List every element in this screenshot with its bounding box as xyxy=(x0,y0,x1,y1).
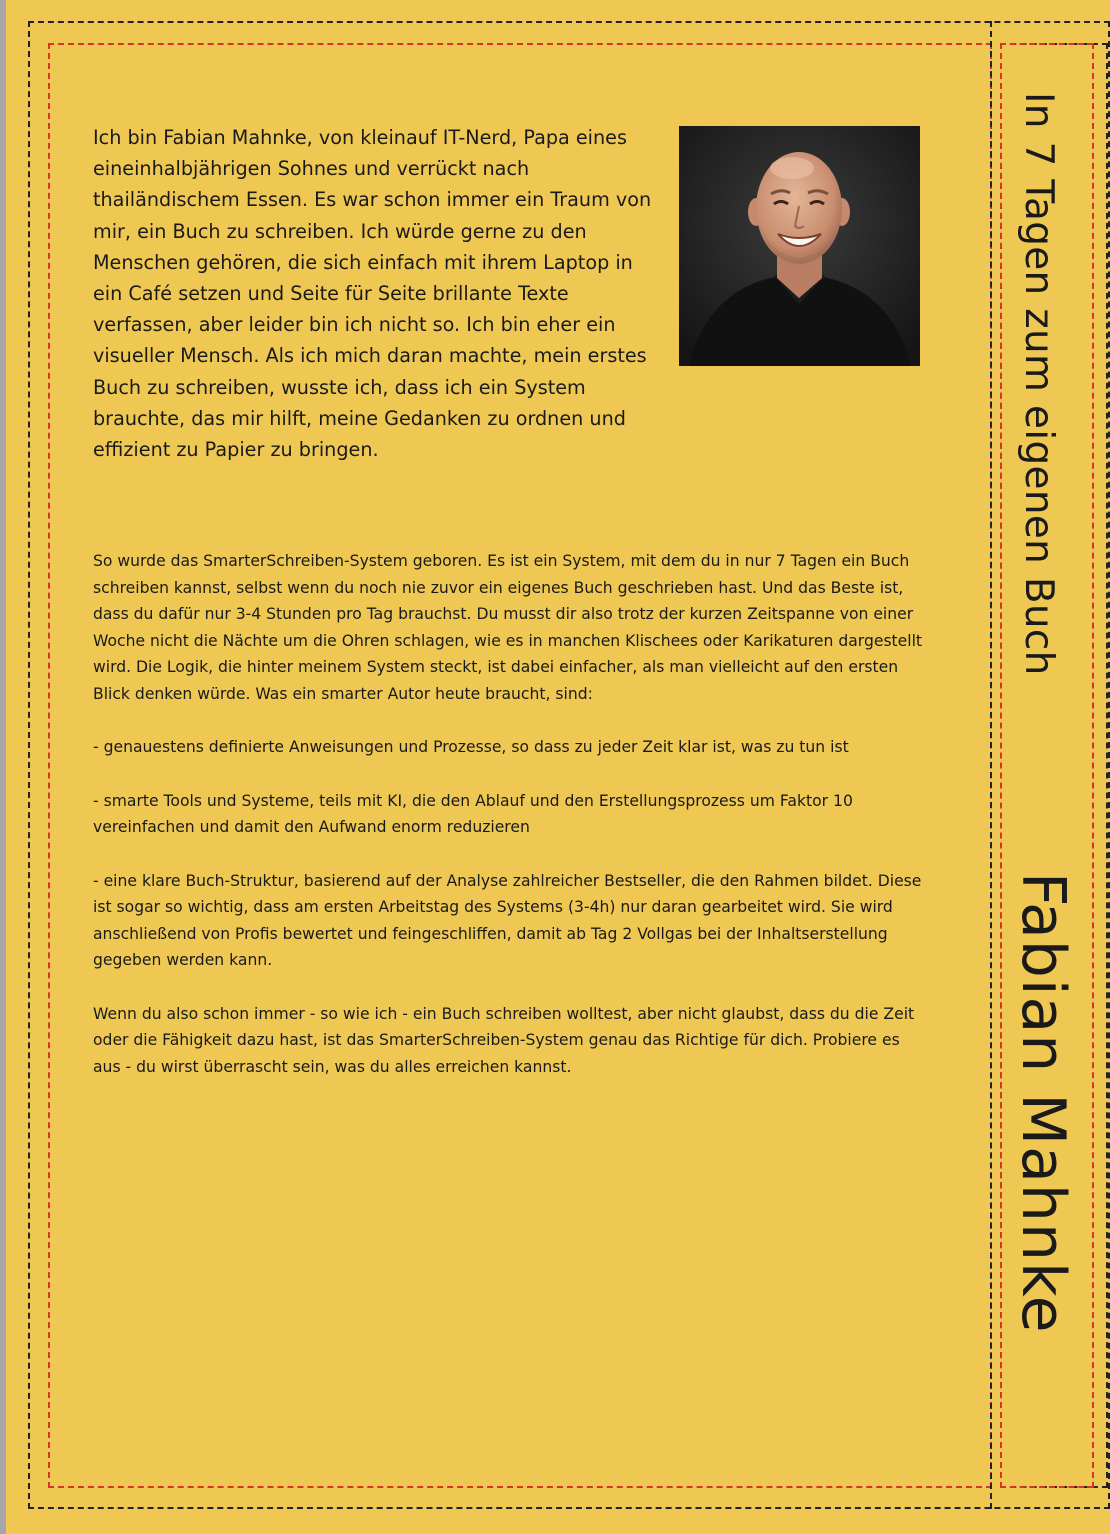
book-description xyxy=(93,548,923,1080)
description-bullet-tools: - smarte Tools und Systeme, teils mit KI, die den Ablauf und den Erstellungsprozess um Faktor 10 vereinfachen und damit den Aufwand enorm reduzieren xyxy=(93,791,853,836)
description-paragraph-closing: Wenn du also schon immer - so wie ich - ein Buch schreiben wolltest, aber nicht glaubst, dass du die Zeit oder die Fähigkeit dazu hast, ist das SmarterSchreiben-System genau das Richtige für dich. Probiere es aus - du wirst überrascht sein, was du alles erreichen kannst. xyxy=(93,1004,915,1076)
author-portrait-image xyxy=(679,126,920,366)
spine-author: Fabian Mahnke xyxy=(1008,872,1078,1334)
canvas-edge xyxy=(0,0,6,1534)
author-bio: Ich bin Fabian Mahnke, von kleinauf IT-Nerd, Papa eines eineinhalbjährigen Sohnes und verrückt nach thailändischem Essen. Es war schon immer ein Traum von mir, ein Buch zu schreiben. Ich würde gerne zu den Menschen gehören, die sich einfach mit ihrem Laptop in ein Café setzen und Seite für Seite brillante Texte verfassen, aber leider bin ich nicht so. Ich bin eher ein visueller Mensch. Als ich mich daran machte, mein erstes Buch zu schreiben, wusste ich, dass ich ein System brauchte, das mir hilft, meine Gedanken zu ordnen und effizient zu Papier zu bringen. xyxy=(93,126,652,462)
description-paragraph-intro: So wurde das SmarterSchreiben-System geboren. Es ist ein System, mit dem du in nur 7 Tagen ein Buch schreiben kannst, selbst wenn du noch nie zuvor ein eigenes Buch geschrieben hast. Und das Beste ist, dass du dafür nur 3-4 Stunden pro Tag brauchst. Du musst dir also trotz der kurzen Zeitspanne von einer Woche nicht die Nächte um die Ohren schlagen, wie es in manchen Klischees oder Karikaturen dargestellt wird. Die Logik, die hinter meinem System steckt, ist dabei einfacher, als man vielleicht auf den ersten Blick denken würde. Was ein smarter Autor heute braucht, sind: xyxy=(93,552,923,703)
spine-fold-guide-left xyxy=(990,21,992,1509)
author-photo xyxy=(679,126,920,366)
description-bullet-instructions: - genauestens definierte Anweisungen und Prozesse, so dass zu jeder Zeit klar ist, was zu tun ist xyxy=(93,738,849,756)
description-bullet-structure: - eine klare Buch-Struktur, basierend auf der Analyse zahlreicher Bestseller, die den Rahmen bildet. Diese ist sogar so wichtig, dass am ersten Arbeitstag des Systems (3-4h) nur daran gearbeitet wird. Sie wird anschließend von Profis bewertet und feingeschliffen, damit ab Tag 2 Vollgas bei der Inhaltserstellung gegeben werden kann. xyxy=(93,871,922,969)
spine-title: In 7 Tagen zum eigenen Buch xyxy=(1016,92,1061,676)
